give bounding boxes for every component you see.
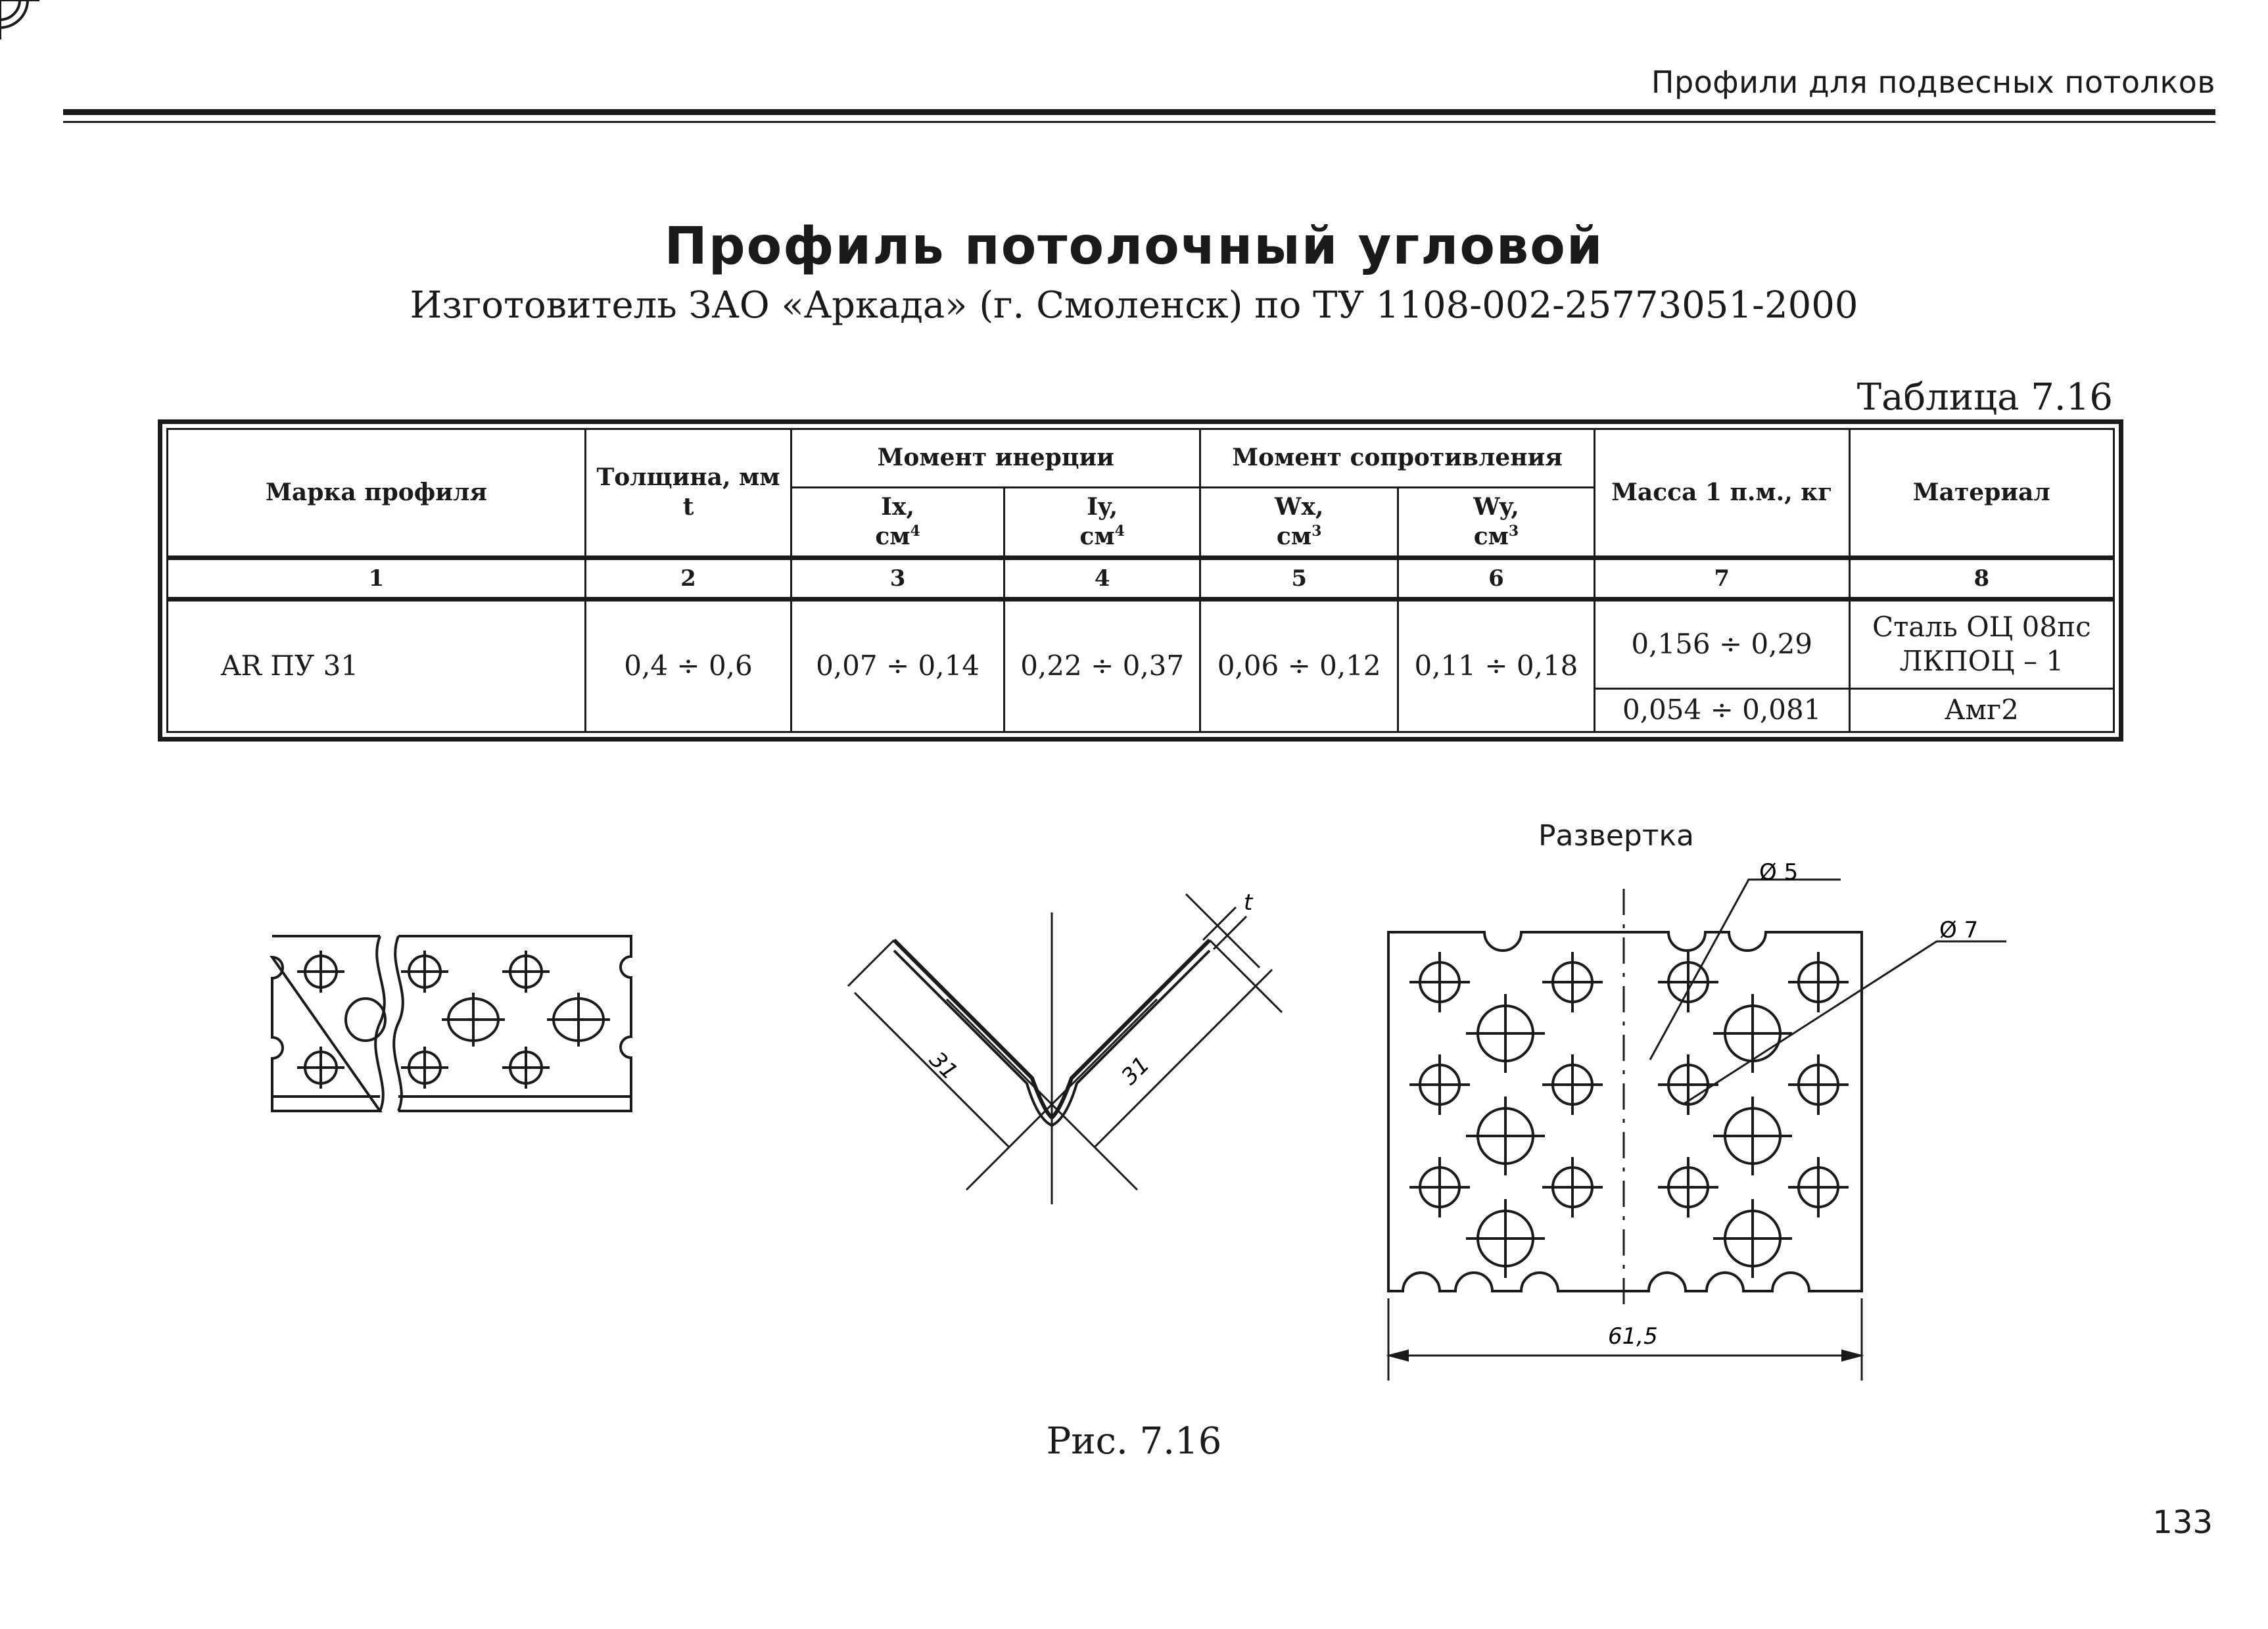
col-number: 6 bbox=[1398, 557, 1595, 599]
cell-wy: 0,11 ÷ 0,18 bbox=[1398, 599, 1595, 732]
th-ix-sym: Ix, bbox=[881, 492, 914, 521]
table-caption: Таблица 7.16 bbox=[1856, 376, 2113, 419]
th-iy-unit: см bbox=[1079, 522, 1115, 550]
cell-material-1: Сталь ОЦ 08пс ЛКПОЦ – 1 bbox=[1849, 599, 2114, 688]
cell-wx: 0,06 ÷ 0,12 bbox=[1200, 599, 1398, 732]
col-number: 2 bbox=[585, 557, 791, 599]
col-number: 7 bbox=[1594, 557, 1849, 599]
col-number: 1 bbox=[168, 557, 586, 599]
running-header: Профили для подвесных потолков bbox=[1651, 64, 2215, 100]
th-material: Материал bbox=[1849, 429, 2114, 558]
strip-view bbox=[272, 936, 631, 1111]
th-iy-sym: Iy, bbox=[1087, 492, 1118, 521]
th-wx-unit: см bbox=[1276, 522, 1312, 550]
cell-iy: 0,22 ÷ 0,37 bbox=[1004, 599, 1200, 732]
th-wx-pow: 3 bbox=[1311, 522, 1322, 540]
dim-width: 61,5 bbox=[1608, 1323, 1658, 1350]
cell-thickness: 0,4 ÷ 0,6 bbox=[585, 599, 791, 732]
cell-material-2: Амг2 bbox=[1849, 688, 2114, 732]
dim-d5: Ø 5 bbox=[1759, 859, 1799, 885]
dim-leg-right: 31 bbox=[1116, 1051, 1155, 1091]
th-moment-inertia: Момент инерции bbox=[791, 429, 1200, 488]
th-wy-pow: 3 bbox=[1508, 522, 1519, 540]
th-thickness-sym: t bbox=[682, 493, 694, 521]
th-mark: Марка профиля bbox=[168, 429, 586, 558]
development-label: Развертка bbox=[1538, 819, 1694, 853]
col-number: 4 bbox=[1004, 557, 1200, 599]
th-ix-unit: см bbox=[875, 522, 910, 550]
dim-leg-left: 31 bbox=[924, 1047, 963, 1085]
cell-mass-1: 0,156 ÷ 0,29 bbox=[1594, 599, 1849, 688]
col-number: 5 bbox=[1200, 557, 1398, 599]
figure-caption: Рис. 7.16 bbox=[1046, 1420, 1222, 1463]
th-wy-unit: см bbox=[1473, 522, 1509, 550]
cell-mass-2: 0,054 ÷ 0,081 bbox=[1594, 688, 1849, 732]
col-number: 3 bbox=[791, 557, 1004, 599]
page-subtitle: Изготовитель ЗАО «Аркада» (г. Смоленск) по ТУ 1108-002-25773051-2000 bbox=[410, 284, 1858, 327]
strip-holes bbox=[297, 951, 610, 1089]
th-thickness-label: Толщина, мм bbox=[596, 463, 780, 492]
development-holes bbox=[0, 0, 39, 39]
cell-ix: 0,07 ÷ 0,14 bbox=[791, 599, 1004, 732]
th-ix-pow: 4 bbox=[910, 522, 920, 540]
th-wy-sym: Wy, bbox=[1473, 492, 1519, 521]
col-number: 8 bbox=[1849, 557, 2114, 599]
dim-d7: Ø 7 bbox=[1939, 917, 1979, 943]
th-mass: Масса 1 п.м., кг bbox=[1594, 429, 1849, 558]
th-iy-pow: 4 bbox=[1114, 522, 1125, 540]
angle-section bbox=[848, 894, 1282, 1204]
dim-thickness: t bbox=[1244, 889, 1253, 916]
cell-mark: AR ПУ 31 bbox=[168, 599, 586, 732]
page-number: 133 bbox=[2152, 1504, 2213, 1541]
th-moment-resistance: Момент сопротивления bbox=[1200, 429, 1595, 488]
page-title: Профиль потолочный угловой bbox=[664, 217, 1604, 276]
th-wx-sym: Wx, bbox=[1274, 492, 1324, 521]
